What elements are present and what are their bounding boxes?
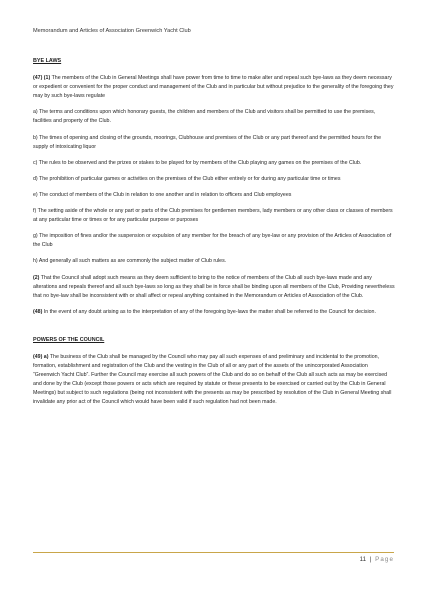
- page-footer: [360, 556, 394, 563]
- bye-law-item-a: a) The terms and conditions upon which honorary guests, the children and members of the Club and visitors shall be permitted to use the premises, facilities and property of the Club.: [33, 109, 376, 125]
- page-number: 11: [359, 556, 367, 563]
- clause-47-2-text: That the Council shall adopt such means as they deem sufficient to bring to the notice of members of the Club all such bye-laws made and any alterations and repeals thereof and all such bye-laws so long as they shall be in force shall be binding upon all members of the Club, Providing nevertheless that no bye-law shall be inconsistent with or shall affect or repeal anything contained in the Memorandum or Articles of Association of the Club.: [33, 274, 395, 299]
- clause-47-2-number: (2): [33, 274, 40, 281]
- document-body: [33, 57, 395, 415]
- running-header: Memorandum and Articles of Association Greenwich Yacht Club: [33, 28, 191, 34]
- bye-law-item-f: f) The setting aside of the whole or any part or parts of the Club premises for gentlemen members, lady members or any other class or classes of members at any particular time or times or for any particular purpose or purposes: [33, 208, 393, 224]
- bye-law-item-b: b) The times of opening and closing of the grounds, moorings, Clubhouse and premises of the Club or any part thereof and the permitted hours for the supply of intoxicating liquor: [33, 134, 382, 150]
- bye-law-item-g: g) The imposition of fines and/or the suspension or expulsion of any member for the breach of any bye-law or any provision of the Articles of Association of the Club: [33, 233, 392, 249]
- clause-48: [33, 308, 395, 317]
- bye-law-item-c: c) The rules to be observed and the prizes or stakes to be played for by members of the Club playing any games on the premises of the Club.: [33, 159, 362, 166]
- clause-49-a-text: The business of the Club shall be managed by the Council who may pay all such expenses of and preliminary and incidental to the promotion, formation, establishment and registration of the Club and the vesting in the Club of all or any part of the assets of the unincorporated Association “Greenwich Yacht Club”. Further the Council may exercise all such powers of the Club and do so on behalf of the Club all such acts as may be exercised and done by the Club (except those powers or acts which are required by statute or these presents to be exercised or carried out by the Club in General Meetings) but subject to such regulations (being not inconsistent with the presents as may be prescribed by resolution of the Club in General Meeting shall invalidate any prior act of the Council which would have been valid if such regulation had not been made.: [33, 353, 392, 406]
- bye-law-item-e: e) The conduct of members of the Club in relation to one another and in relation to officers and Club employees: [33, 191, 292, 198]
- clause-48-number: (48): [33, 308, 43, 315]
- clause-48-text: In the event of any doubt arising as to the interpretation of any of the foregoing bye-laws the matter shall be referred to the Council for decision.: [42, 308, 376, 315]
- bye-law-item-h: h) And generally all such matters as are commonly the subject matter of Club rules.: [33, 258, 227, 265]
- bye-laws-heading: BYE LAWS: [33, 58, 62, 64]
- bye-law-item-d: d) The prohibition of particular games or activities on the premises of the Club either entirely or for during any particular time or times: [33, 175, 341, 182]
- clause-47-2: [33, 274, 395, 301]
- clause-49-a-number: (49) a): [33, 353, 49, 360]
- section-spacer: [33, 324, 395, 336]
- clause-49-a: [33, 353, 395, 408]
- clause-47-1: [33, 74, 395, 101]
- page-label: Page: [375, 556, 394, 563]
- powers-of-council-heading: POWERS OF THE COUNCIL: [33, 336, 105, 343]
- clause-47-1-number: (47) (1): [33, 75, 51, 82]
- clause-47-1-text: The members of the Club in General Meetings shall have power from time to time to make alter and repeal such bye-laws as they deem necessary or expedient or convenient for the proper conduct and management of the Club and in particular but without prejudice to the generality of the foregoing they may by such bye-laws regulate: [33, 75, 394, 100]
- footer-separator: |: [369, 556, 372, 563]
- footer-rule: [33, 552, 394, 553]
